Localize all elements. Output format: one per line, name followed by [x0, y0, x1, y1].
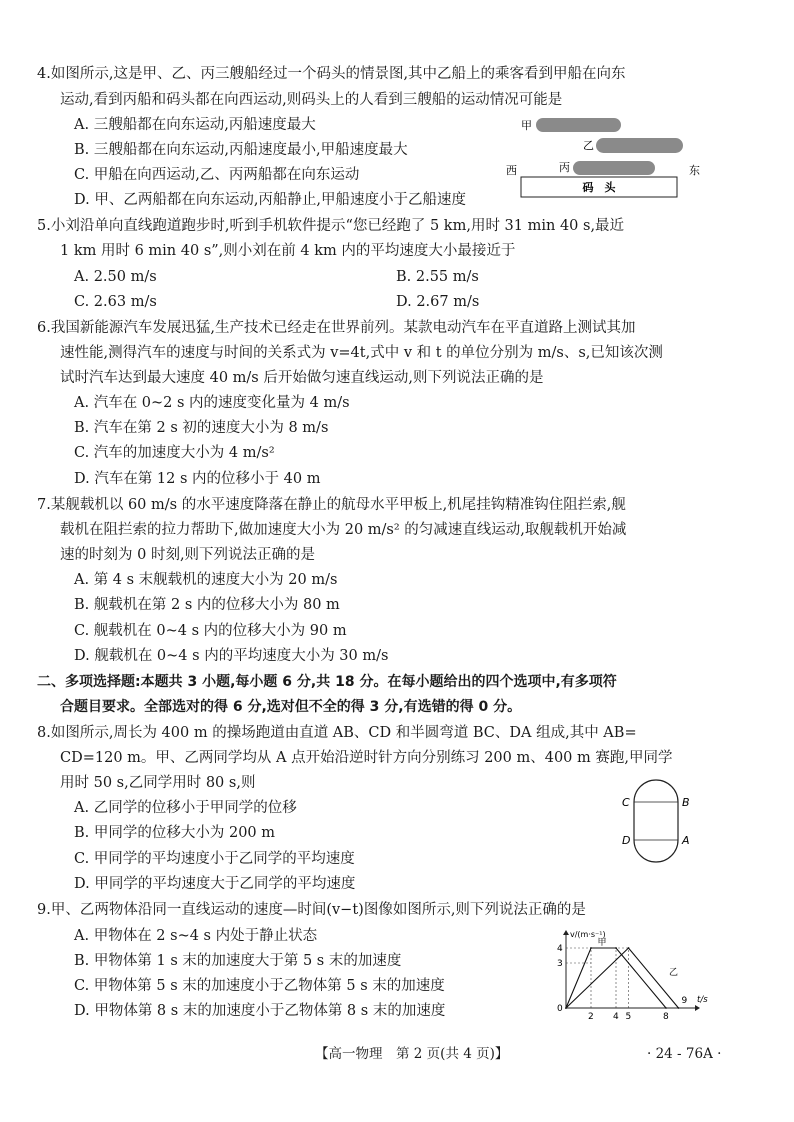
- x-tick-label-4: 9: [681, 996, 688, 1006]
- q5-option-d: D. 2.67 m/s: [396, 294, 480, 310]
- q8-stem-line-3: 用时 50 s,乙同学用时 80 s,则: [60, 775, 256, 791]
- series-0-point-2: [615, 947, 617, 949]
- q8-option-c: C. 甲同学的平均速度小于乙同学的平均速度: [74, 851, 355, 867]
- q5-option-c: C. 2.63 m/s: [74, 294, 157, 310]
- label-bing: 丙: [559, 161, 570, 174]
- q7-option-c: C. 舰载机在 0~4 s 内的位移大小为 90 m: [74, 623, 347, 639]
- q6-option-c: C. 汽车的加速度大小为 4 m/s²: [74, 445, 275, 461]
- q5-option-a: A. 2.50 m/s: [74, 269, 157, 285]
- q8-stem-line-1: 8.如图所示,周长为 400 m 的操场跑道由直道 AB、CD 和半圆弯道 BC、DA 组成,其中 AB=: [37, 725, 637, 741]
- q4-stem-line-1: 4.如图所示,这是甲、乙、丙三艘船经过一个码头的情景图,其中乙船上的乘客看到甲船在向东: [37, 66, 626, 82]
- q4-ships-figure: [503, 112, 703, 204]
- q5-stem-line-1: 5.小刘沿单向直线跑道跑步时,听到手机软件提示“您已经跑了 5 km,用时 31 min 40 s,最近: [37, 218, 625, 234]
- q5-option-b: B. 2.55 m/s: [396, 269, 479, 285]
- ship-yi: [596, 138, 683, 153]
- x-axis-label: t/s: [697, 995, 708, 1005]
- q4-stem-line-2: 运动,看到丙船和码头都在向西运动,则码头上的人看到三艘船的运动情况可能是: [60, 92, 563, 108]
- y-axis-arrow: [563, 930, 569, 935]
- label-east: 东: [689, 164, 700, 177]
- series-1-point-1: [628, 947, 630, 949]
- q6-stem-line-3: 试时汽车达到最大速度 40 m/s 后开始做匀速直线运动,则下列说法正确的是: [60, 370, 544, 386]
- q7-option-d: D. 舰载机在 0~4 s 内的平均速度大小为 30 m/s: [74, 648, 389, 664]
- q7-stem-line-1: 7.某舰载机以 60 m/s 的水平速度降落在静止的航母水平甲板上,机尾挂钩精准钩住阻拦索,舰: [37, 497, 626, 513]
- q4-option-a: A. 三艘船都在向东运动,丙船速度最大: [74, 117, 316, 133]
- q8-stem-line-2: CD=120 m。甲、乙两同学均从 A 点开始沿逆时针方向分别练习 200 m、400 m 赛跑,甲同学: [60, 750, 673, 766]
- q9-option-a: A. 甲物体在 2 s~4 s 内处于静止状态: [74, 928, 318, 944]
- q8-option-d: D. 甲同学的平均速度大于乙同学的平均速度: [74, 876, 356, 892]
- q6-option-b: B. 汽车在第 2 s 初的速度大小为 8 m/s: [74, 420, 329, 436]
- dock-label: 码 头: [582, 181, 616, 194]
- label-yi: 乙: [583, 139, 594, 152]
- ship-bing: [573, 161, 655, 175]
- x-tick-label-2: 5: [625, 1012, 632, 1022]
- vt-graph: [548, 920, 708, 1026]
- y-axis-label: v/(m·s⁻¹): [570, 930, 606, 939]
- series-label-yi: 乙: [669, 968, 679, 978]
- q4-option-d: D. 甲、乙两船都在向东运动,丙船静止,甲船速度小于乙船速度: [74, 192, 467, 208]
- q9-option-c: C. 甲物体第 5 s 末的加速度小于乙物体第 5 s 末的加速度: [74, 978, 445, 994]
- label-jia: 甲: [521, 119, 532, 132]
- series-line-1: [566, 948, 679, 1008]
- q7-option-a: A. 第 4 s 末舰载机的速度大小为 20 m/s: [74, 572, 338, 588]
- q8-option-a: A. 乙同学的位移小于甲同学的位移: [74, 800, 297, 816]
- ship-jia: [536, 118, 621, 132]
- x-tick-label-0: 2: [588, 1012, 594, 1022]
- x-tick-label-1: 4: [613, 1012, 619, 1022]
- footer-page-info: 【高一物理 第 2 页(共 4 页)】: [315, 1046, 509, 1062]
- footer-code: · 24 - 76A ·: [647, 1046, 722, 1062]
- q6-option-d: D. 汽车在第 12 s 内的位移小于 40 m: [74, 471, 321, 487]
- y-tick-label-1: 3: [557, 959, 563, 969]
- q7-stem-line-3: 速的时刻为 0 时刻,则下列说法正确的是: [60, 547, 316, 563]
- track-figure: [618, 770, 702, 872]
- label-west: 西: [506, 164, 517, 177]
- q6-stem-line-2: 速性能,测得汽车的速度与时间的关系式为 v=4t,式中 v 和 t 的单位分别为 m/s、s,已知该次测: [60, 345, 663, 361]
- section2-heading-line-2: 合题目要求。全部选对的得 6 分,选对但不全的得 3 分,有选错的得 0 分。: [60, 699, 522, 715]
- q9-option-b: B. 甲物体第 1 s 末的加速度大于第 5 s 末的加速度: [74, 953, 402, 969]
- series-label-jia: 甲: [597, 938, 607, 948]
- section2-heading-line-1: 二、多项选择题:本题共 3 小题,每小题 6 分,共 18 分。在每小题给出的四个选项中,有多项符: [37, 674, 617, 690]
- q4-option-c: C. 甲船在向西运动,乙、丙两船都在向东运动: [74, 167, 360, 183]
- y-tick-label-0: 4: [557, 944, 563, 954]
- x-tick-label-3: 8: [663, 1012, 669, 1022]
- point-c-label: C: [622, 796, 630, 809]
- q6-stem-line-1: 6.我国新能源汽车发展迅猛,生产技术已经走在世界前列。某款电动汽车在平直道路上测试其加: [37, 320, 636, 336]
- q7-stem-line-2: 载机在阻拦索的拉力帮助下,做加速度大小为 20 m/s² 的匀减速直线运动,取舰载机开始减: [60, 522, 627, 538]
- x-axis-arrow: [695, 1005, 700, 1011]
- q6-option-a: A. 汽车在 0~2 s 内的速度变化量为 4 m/s: [74, 395, 350, 411]
- point-d-label: D: [622, 834, 631, 847]
- q4-option-b: B. 三艘船都在向东运动,丙船速度最小,甲船速度最大: [74, 142, 408, 158]
- q8-option-b: B. 甲同学的位移大小为 200 m: [74, 825, 276, 841]
- origin-label: 0: [557, 1004, 563, 1014]
- track-outline: [634, 780, 678, 862]
- series-0-point-1: [590, 947, 592, 949]
- q9-stem: 9.甲、乙两物体沿同一直线运动的速度—时间(v−t)图像如图所示,则下列说法正确的是: [37, 902, 586, 918]
- point-a-label: A: [682, 834, 690, 847]
- q7-option-b: B. 舰载机在第 2 s 内的位移大小为 80 m: [74, 597, 340, 613]
- q5-stem-line-2: 1 km 用时 6 min 40 s”,则小刘在前 4 km 内的平均速度大小最接近于: [60, 243, 516, 259]
- q9-option-d: D. 甲物体第 8 s 末的加速度小于乙物体第 8 s 末的加速度: [74, 1003, 446, 1019]
- point-b-label: B: [682, 796, 690, 809]
